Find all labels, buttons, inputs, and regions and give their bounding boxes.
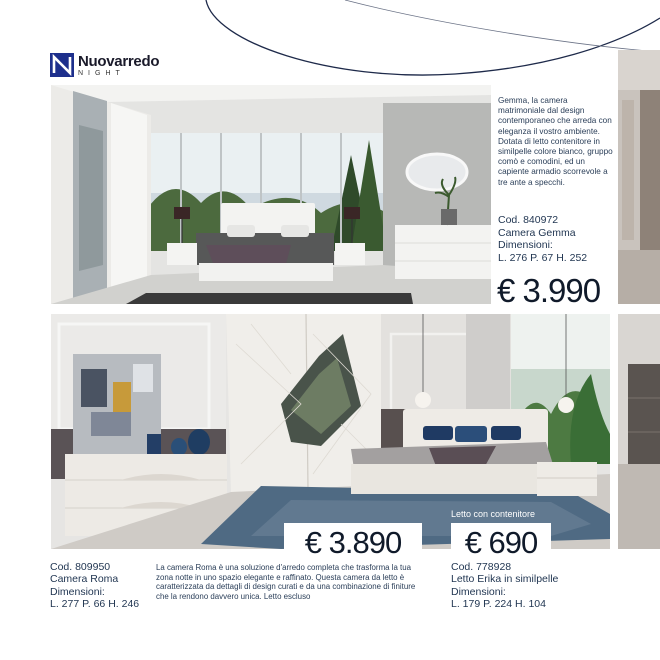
- gemma-description: Gemma, la camera matrimoniale dal design contemporaneo che arreda con eleganza il vostro ambiente. Dotata di letto contenitore in similpelle colore bianco, gruppo comò e comodini, ed un capiente armadio scorrevole a tre ante a specchi.: [498, 96, 613, 187]
- logo-mark-icon: [50, 53, 74, 77]
- erika-dimensions: L. 179 P. 224 H. 104: [451, 598, 546, 611]
- roma-description: La camera Roma è una soluzione d'arredo completa che trasforma la tua zona notte in uno spazio elegante e raffinato. Questa camera da letto è caratterizzata da dettagli di design curati e da una combinazione di finiture che la rendono davvero unica. Letto escluso: [156, 563, 416, 601]
- erika-code: Cod. 778928: [451, 561, 512, 573]
- roma-dimensions: L. 277 P. 66 H. 246: [50, 598, 140, 611]
- gemma-bedroom-photo: [51, 85, 491, 304]
- logo-brand-name: Nuovarredo: [78, 52, 160, 70]
- brand-logo: [50, 51, 159, 79]
- erika-product-info: [451, 561, 591, 611]
- erika-name: Letto Erika in similpelle: [451, 573, 559, 586]
- gemma-name: Camera Gemma: [498, 226, 576, 239]
- roma-product-info: [50, 561, 150, 611]
- erika-dimensions-label: Dimensioni:: [451, 585, 506, 598]
- erika-price: € 690: [451, 523, 551, 563]
- gemma-product-info: [498, 214, 614, 264]
- roma-dimensions-label: Dimensioni:: [50, 585, 105, 598]
- roma-name: Camera Roma: [50, 573, 119, 586]
- roma-code: Cod. 809950: [50, 561, 111, 573]
- gemma-dimensions: L. 276 P. 67 H. 252: [498, 251, 588, 264]
- erika-photo-caption: Letto con contenitore: [451, 509, 536, 519]
- side-room-photo-top: [618, 50, 660, 304]
- gemma-code: Cod. 840972: [498, 214, 559, 226]
- gemma-dimensions-label: Dimensioni:: [498, 239, 553, 251]
- side-room-photo-bottom: [618, 314, 660, 549]
- logo-subline: NIGHT: [78, 69, 125, 77]
- roma-price: € 3.890: [284, 523, 422, 563]
- gemma-price: € 3.990: [497, 272, 601, 309]
